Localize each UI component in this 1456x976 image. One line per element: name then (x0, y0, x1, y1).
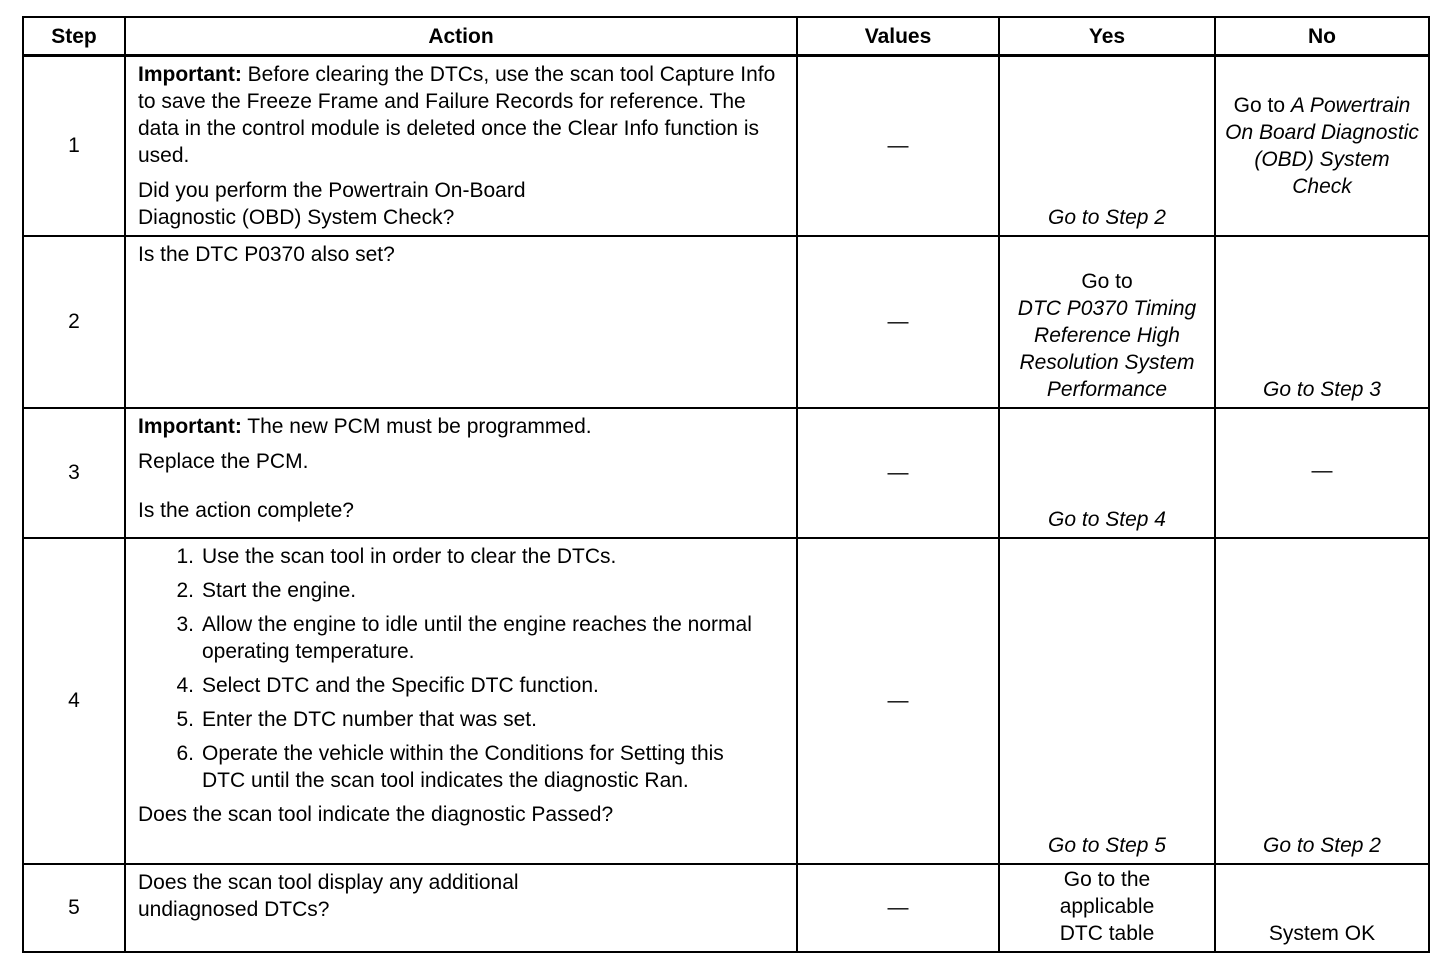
instruction-text: Replace the PCM. (138, 449, 309, 473)
no-prefix: Go to (1233, 93, 1291, 117)
table-row (23, 538, 1429, 864)
important-text: Before clearing the DTCs, use the scan tool Capture Info to save the Freeze Frame and Failure Records for reference. The data in the control module is deleted once the Clear Info function is used. (138, 63, 776, 167)
item-text: Allow the engine to idle until the engine reaches the normal operating temperature. (202, 612, 752, 663)
no-link[interactable]: A Powertrain On Board Diagnostic (OBD) System Check (1225, 93, 1419, 198)
values-cell: — (797, 864, 999, 952)
important-note (138, 413, 784, 440)
action-cell (125, 56, 797, 236)
table-row (23, 864, 1429, 952)
step-number: 1 (23, 56, 125, 236)
action-cell (125, 408, 797, 538)
action-cell (125, 538, 797, 864)
list-item (168, 706, 784, 733)
yes-result[interactable]: Go to Step 2 (999, 56, 1215, 236)
no-result: — (1215, 408, 1429, 538)
list-item (168, 740, 784, 794)
action-cell (125, 864, 797, 952)
header-row (23, 17, 1429, 56)
yes-result[interactable]: Go to Step 4 (999, 408, 1215, 538)
list-item (168, 577, 784, 604)
no-result[interactable]: Go to Step 3 (1215, 236, 1429, 408)
header-action: Action (125, 17, 797, 56)
yes-result (999, 864, 1215, 952)
item-number: 2. (176, 578, 194, 602)
no-result: System OK (1215, 864, 1429, 952)
yes-result[interactable]: Go to Step 5 (999, 538, 1215, 864)
yes-prefix: Go to (1081, 269, 1133, 293)
item-number: 1. (176, 544, 194, 568)
question-text: Did you perform the Powertrain On-Board Diagnostic (OBD) System Check? (138, 179, 526, 229)
values-cell: — (797, 408, 999, 538)
item-number: 6. (176, 741, 194, 765)
question-text: Does the scan tool indicate the diagnostic Passed? (138, 802, 614, 826)
list-item (168, 672, 784, 699)
header-step: Step (23, 17, 125, 56)
item-number: 5. (176, 707, 194, 731)
yes-text: Go to the applicable DTC table (1059, 867, 1155, 945)
question-text: Does the scan tool display any additional undiagnosed DTCs? (138, 870, 519, 921)
important-note (138, 61, 784, 169)
step-number: 3 (23, 408, 125, 538)
item-text: Enter the DTC number that was set. (202, 707, 537, 731)
list-item (168, 611, 784, 665)
values-cell: — (797, 236, 999, 408)
item-text: Operate the vehicle within the Conditions for Setting this DTC until the scan tool indicates the diagnostic Ran. (202, 741, 724, 792)
item-text: Use the scan tool in order to clear the DTCs. (202, 544, 617, 568)
important-label: Important: (138, 63, 242, 86)
item-number: 4. (176, 673, 194, 697)
header-yes: Yes (999, 17, 1215, 56)
header-no: No (1215, 17, 1429, 56)
header-values: Values (797, 17, 999, 56)
table-row (23, 56, 1429, 236)
diagnostic-table-page (22, 16, 1428, 953)
item-text: Select DTC and the Specific DTC function. (202, 673, 599, 697)
diagnostic-table (22, 16, 1430, 953)
step-number: 2 (23, 236, 125, 408)
step-number: 5 (23, 864, 125, 952)
yes-result[interactable] (999, 236, 1215, 408)
procedure-list (138, 543, 784, 794)
action-cell (125, 236, 797, 408)
question-text: Is the action complete? (138, 498, 354, 522)
important-label: Important: (138, 414, 242, 438)
item-text: Start the engine. (202, 578, 357, 602)
list-item (168, 543, 784, 570)
step-number: 4 (23, 538, 125, 864)
values-cell: — (797, 538, 999, 864)
item-number: 3. (176, 612, 194, 636)
important-text: The new PCM must be programmed. (241, 414, 592, 438)
no-result[interactable]: Go to Step 2 (1215, 538, 1429, 864)
no-result[interactable] (1215, 56, 1429, 236)
table-row (23, 408, 1429, 538)
yes-link[interactable]: DTC P0370 Timing Reference High Resolution System Performance (1017, 296, 1197, 401)
table-row (23, 236, 1429, 408)
values-cell: — (797, 56, 999, 236)
question-text: Is the DTC P0370 also set? (138, 242, 395, 266)
